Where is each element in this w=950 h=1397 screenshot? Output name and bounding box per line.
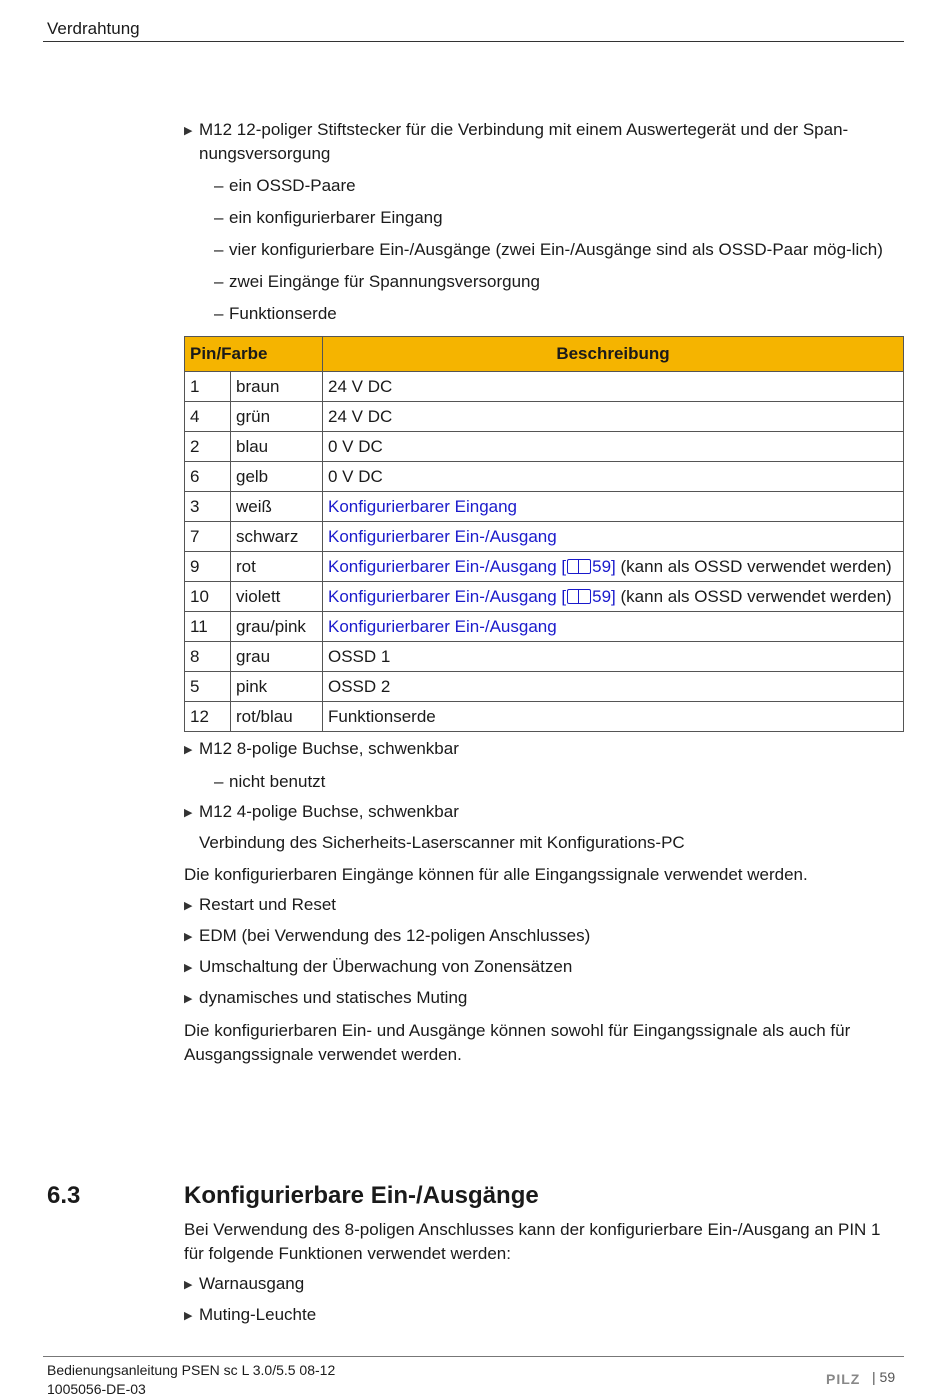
table-row (185, 612, 904, 642)
pin-description: OSSD 1 (323, 642, 904, 672)
section-title: Konfigurierbare Ein-/Ausgänge (184, 1182, 539, 1209)
wire-color: rot (231, 552, 323, 582)
pin-description: Funktionserde (323, 702, 904, 732)
bullet-arrow-icon: ▶ (184, 1279, 193, 1291)
pin-number: 3 (185, 492, 231, 522)
description-link[interactable]: Konfigurierbarer Ein-/Ausgang [ (328, 587, 567, 606)
connector-4-note: Verbindung des Sicherheits-Laserscanner mit Konfigurations-PC (199, 833, 685, 852)
wire-color: violett (231, 582, 323, 612)
bullet-arrow-icon: ▶ (184, 125, 193, 137)
pin-description: 24 V DC (323, 402, 904, 432)
table-row (185, 672, 904, 702)
footer-doc-number: 1005056-DE-03 (47, 1381, 146, 1397)
section-paragraph: Bei Verwendung des 8-poligen Anschlusses kann der konfigurierbare Ein-/Ausgang an PIN 1 für folgende Funktionen verwendet werden: (184, 1220, 881, 1263)
table-row (185, 642, 904, 672)
pin-description: 0 V DC (323, 432, 904, 462)
description-link[interactable]: Konfigurierbarer Ein-/Ausgang (328, 527, 557, 546)
feature-item: – vier konfigurierbare Ein-/Ausgänge (zwei Ein-/Ausgänge sind als OSSD-Paar mög-lich) (214, 240, 883, 259)
bullet-connector-8: ▶ M12 8-polige Buchse, schwenkbar (184, 737, 904, 762)
footer-manual-title: Bedienungsanleitung PSEN sc L 3.0/5.5 08-12 (47, 1362, 336, 1378)
feature-item: – ein OSSD-Paare (214, 176, 356, 195)
pin-number: 5 (185, 672, 231, 702)
wire-color: grau/pink (231, 612, 323, 642)
description-note: (kann als OSSD verwendet werden) (615, 587, 892, 606)
feature-item: – zwei Eingänge für Spannungsversorgung (214, 272, 540, 291)
pin-table-header (185, 337, 904, 372)
bullet-arrow-icon: ▶ (184, 931, 193, 943)
wire-color: weiß (231, 492, 323, 522)
wire-color: braun (231, 372, 323, 402)
header-pin-color: Pin/Farbe (185, 337, 323, 372)
section-number: 6.3 (47, 1182, 81, 1209)
wire-color: pink (231, 672, 323, 702)
table-row (185, 402, 904, 432)
connector-8-note: – nicht benutzt (214, 772, 326, 791)
pin-table (184, 336, 904, 732)
pin-number: 10 (185, 582, 231, 612)
table-row (185, 432, 904, 462)
pin-number: 12 (185, 702, 231, 732)
wire-color: schwarz (231, 522, 323, 552)
pin-number: 4 (185, 402, 231, 432)
wire-color: blau (231, 432, 323, 462)
feature-item: – ein konfigurierbarer Eingang (214, 208, 443, 227)
page-number: | 59 (872, 1369, 896, 1385)
bullet-arrow-icon: ▶ (184, 807, 193, 819)
bullet-arrow-icon: ▶ (184, 1310, 193, 1322)
header-divider (43, 41, 904, 42)
table-row (185, 702, 904, 732)
input-use-item: ▶ EDM (bei Verwendung des 12-poligen Anschlusses) (184, 924, 904, 949)
inputs-paragraph: Die konfigurierbaren Eingänge können für alle Eingangssignale verwendet werden. (184, 865, 808, 884)
pin-number: 2 (185, 432, 231, 462)
wire-color: grün (231, 402, 323, 432)
pilz-logo: PILZ (826, 1371, 861, 1387)
section-item: ▶ Muting-Leuchte (184, 1303, 904, 1328)
bullet-arrow-icon: ▶ (184, 744, 193, 756)
section-item: ▶ Warnausgang (184, 1272, 904, 1297)
section-body (184, 1218, 904, 1328)
pin-number: 9 (185, 552, 231, 582)
book-icon (567, 559, 591, 574)
pin-number: 11 (185, 612, 231, 642)
bullet-arrow-icon: ▶ (184, 900, 193, 912)
bullet-text: M12 12-poliger Stiftstecker für die Verbindung mit einem Auswertegerät und der Span-nungsversorgung (199, 120, 849, 163)
table-row (185, 522, 904, 552)
input-use-item: ▶ Umschaltung der Überwachung von Zonensätzen (184, 955, 904, 980)
bullet-connector-12 (184, 118, 904, 166)
table-row (185, 372, 904, 402)
bullet-arrow-icon: ▶ (184, 962, 193, 974)
pin-number: 6 (185, 462, 231, 492)
bullet-connector-4: ▶ M12 4-polige Buchse, schwenkbar (184, 800, 904, 825)
page-header-title: Verdrahtung (47, 19, 140, 38)
description-link[interactable]: Konfigurierbarer Eingang (328, 497, 518, 516)
description-link[interactable]: Konfigurierbarer Ein-/Ausgang (328, 617, 557, 636)
feature-item: – Funktionserde (214, 304, 337, 323)
description-link[interactable]: Konfigurierbarer Ein-/Ausgang [ (328, 557, 567, 576)
table-row (185, 552, 904, 582)
page-reference-link[interactable]: 59] (592, 587, 616, 606)
description-note: (kann als OSSD verwendet werden) (615, 557, 892, 576)
header-description: Beschreibung (323, 337, 904, 372)
wire-color: gelb (231, 462, 323, 492)
main-content (184, 118, 904, 1067)
pin-number: 8 (185, 642, 231, 672)
table-row (185, 462, 904, 492)
pin-number: 7 (185, 522, 231, 552)
table-row (185, 582, 904, 612)
bullet-arrow-icon: ▶ (184, 993, 193, 1005)
footer-divider (43, 1356, 904, 1357)
pin-description: 24 V DC (323, 372, 904, 402)
input-use-item: ▶ Restart und Reset (184, 893, 904, 918)
input-use-item: ▶ dynamisches und statisches Muting (184, 986, 904, 1011)
io-paragraph: Die konfigurierbaren Ein- und Ausgänge können sowohl für Eingangssignale als auch für Ausgangssignale verwendet werden. (184, 1021, 851, 1064)
pin-description: 0 V DC (323, 462, 904, 492)
page-reference-link[interactable]: 59] (592, 557, 616, 576)
wire-color: rot/blau (231, 702, 323, 732)
pin-number: 1 (185, 372, 231, 402)
book-icon (567, 589, 591, 604)
table-row (185, 492, 904, 522)
wire-color: grau (231, 642, 323, 672)
pin-description: OSSD 2 (323, 672, 904, 702)
